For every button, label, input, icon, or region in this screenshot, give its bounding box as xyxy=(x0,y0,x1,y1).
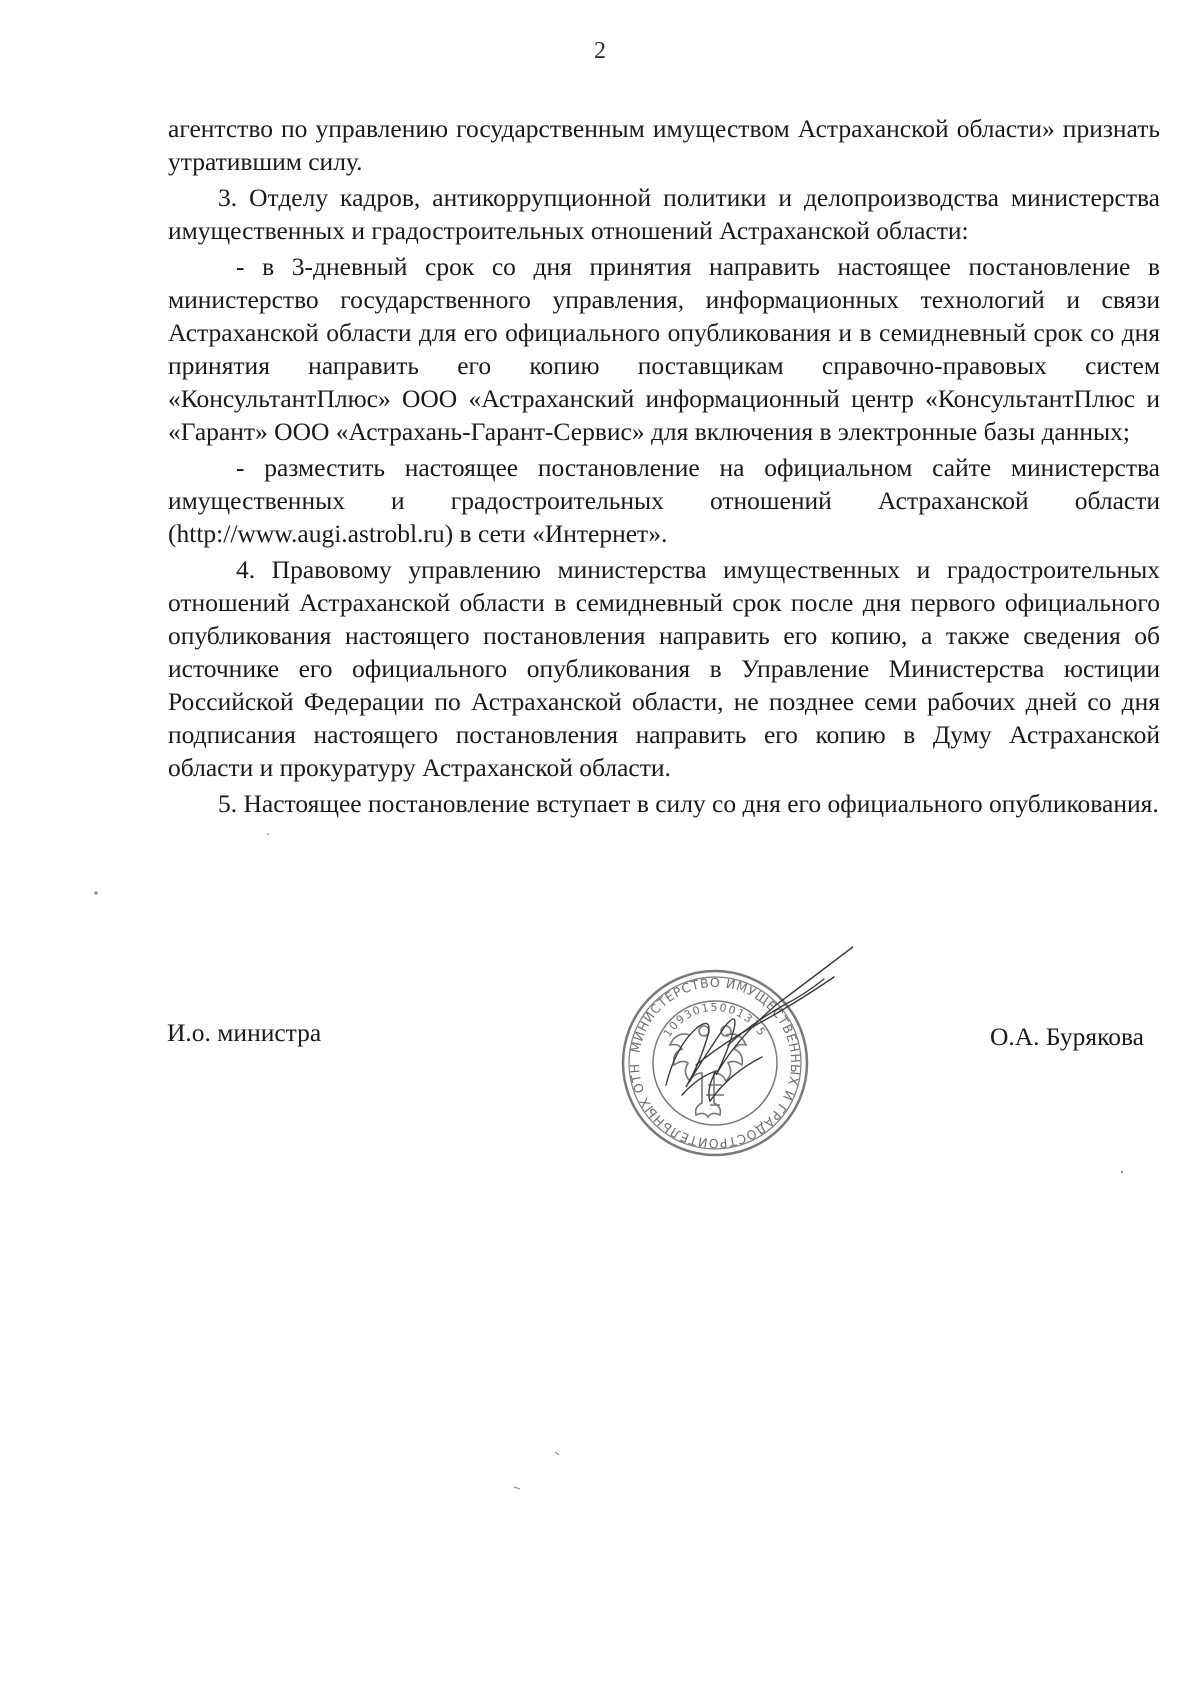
svg-text:МИНИСТЕРСТВО ИМУЩЕСТВЕННЫХ И Г: МИНИСТЕРСТВО ИМУЩЕСТВЕННЫХ И ГРАДОСТРОИТЕЛЬНЫХ ОТН xyxy=(626,974,804,1152)
document-body xyxy=(168,112,1160,823)
seal-stamp xyxy=(623,971,807,1155)
paragraph-item-5: 5. Настоящее постановление вступает в силу со дня его официального опубликования. xyxy=(218,789,1159,818)
svg-text:1093015001315: 1093015001315 xyxy=(660,1000,769,1040)
paragraph-item-3: 3. Отделу кадров, антикоррупционной политики и делопроизводства министерства имущественных и градостроительных отношений Астраханской области: xyxy=(168,183,1160,245)
signatory-name: О.А. Бурякова xyxy=(989,1022,1144,1051)
page-number: 2 xyxy=(594,38,606,64)
paragraph-item-3-sub-2: - разместить настоящее постановление на официальном сайте министерства имущественных и градостроительных отношений Астраханской области (http://www.augi.astrobl.ru) в сети «Интернет». xyxy=(168,453,1160,548)
paragraph-item-3-sub-1: - в 3-дневный срок со дня принятия направить настоящее постановление в министерство государственного управления, информационных технологий и связи Астраханской области для его официального опубликования и в семидневный срок со дня принятия направить его копию поставщикам справочно-правовых систем «КонсультантПлюс» ООО «Астраханский информационный центр «КонсультантПлюс и «Гарант» ООО «Астрахань-Гарант-Сервис» для включения в электронные базы данных; xyxy=(168,252,1160,446)
paragraph-continuation: агентство по управлению государственным имуществом Астраханской области» признать утратившим силу. xyxy=(168,114,1160,176)
official-seal xyxy=(578,935,853,1180)
paragraph-item-4: 4. Правовому управлению министерства имущественных и градостроительных отношений Астраханской области в семидневный срок после дня первого официального опубликования настоящего постановления направить его копию, а также сведения об источнике его официального опубликования в Управление Министерства юстиции Российской Федерации по Астраханской области, не позднее семи рабочих дней со дня подписания настоящего постановления направить его копию в Думу Астраханской области и прокуратуру Астраханской области. xyxy=(168,555,1160,782)
signatory-title: И.о. министра xyxy=(167,1018,322,1047)
